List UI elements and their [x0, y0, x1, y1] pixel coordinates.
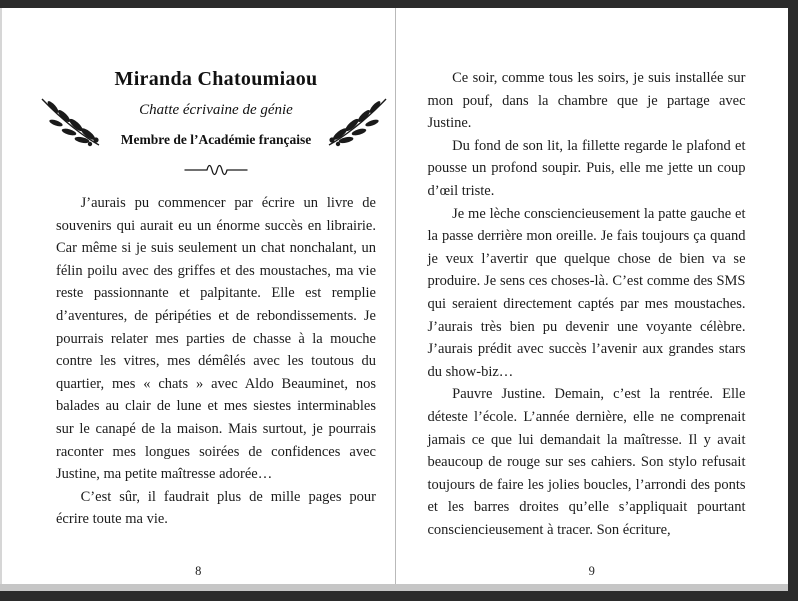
page-bottom-shadow: [0, 584, 798, 591]
right-page-body: [428, 8, 746, 541]
page-number-left: 8: [195, 564, 202, 578]
paragraph: J’aurais pu commencer par écrire un livre de souvenirs qui aurait eu un énorme succès en librairie. Car même si je suis seulement un chat nonchalant, un félin poilu avec des griffes et des moustaches, ma vie reste passionnante et palpitante. Elle est remplie d’aventures, de péripéties et de rebondissements. Je pourrais relater mes parties de chasse à la mouche contre les vitres, mes démêlés avec les toutous du quartier, mes « chats » avec Aldo Beauminet, nos balades au clair de lune et mes siestes interminables sur le canapé de la maison. Mais surtout, je pourrais raconter mes longues soirées de confidences avec Justine, ma petite maîtresse adorée…: [56, 195, 376, 483]
window-right-edge: [788, 0, 798, 601]
chapter-subtitle: Chatte écrivaine de génie: [139, 102, 293, 118]
page-left: [2, 8, 396, 584]
window-top-edge: [0, 0, 798, 8]
chapter-title: Miranda Chatoumiaou: [114, 68, 318, 90]
chapter-header: [56, 8, 376, 148]
paragraph: Pauvre Justine. Demain, c’est la rentrée. Elle déteste l’école. L’année dernière, elle ne comprenait jamais ce que lui demandait la maîtresse. Il y avait beaucoup de rouge sur ses cahiers. Son stylo refusait toujours de faire les jolies boucles, l’arrondi des ponts et les barres droites qu’elle s’appliquait pourtant consciencieusement à tracer. Son écriture,: [427, 386, 746, 538]
paragraph: C’est sûr, il faudrait plus de mille pages pour écrire toute ma vie.: [56, 488, 376, 528]
page-right: [396, 8, 789, 584]
left-page-body: [56, 192, 376, 531]
paragraph: Du fond de son lit, la fillette regarde le plafond et pousse un profond soupir. Puis, elle me jette un coup d’œil triste.: [427, 137, 746, 199]
paragraph: Je me lèche consciencieusement la patte gauche et la passe derrière mon oreille. Je fais toujours ça quand je veux l’avertir que quelque chose de bien va se produire. Je sens ces choses-là. C’est comme des SMS qui seraient directement captés par mes moustaches. J’aurais très bien pu devenir une voyante célèbre. J’aurais prédit avec succès l’avenir aux grandes stars du show-biz…: [427, 205, 746, 380]
olive-branch-left-icon: [38, 94, 102, 148]
book-spread: [0, 8, 788, 584]
paragraph: Ce soir, comme tous les soirs, je suis installée sur mon pouf, dans la chambre que je partage avec Justine.: [427, 70, 746, 132]
olive-branch-right-icon: [326, 94, 390, 148]
chapter-affiliation: Membre de l’Académie française: [120, 132, 312, 147]
window-bottom-edge: [0, 591, 798, 601]
squiggle-divider-icon: [56, 163, 376, 177]
page-number-right: 9: [588, 564, 595, 578]
